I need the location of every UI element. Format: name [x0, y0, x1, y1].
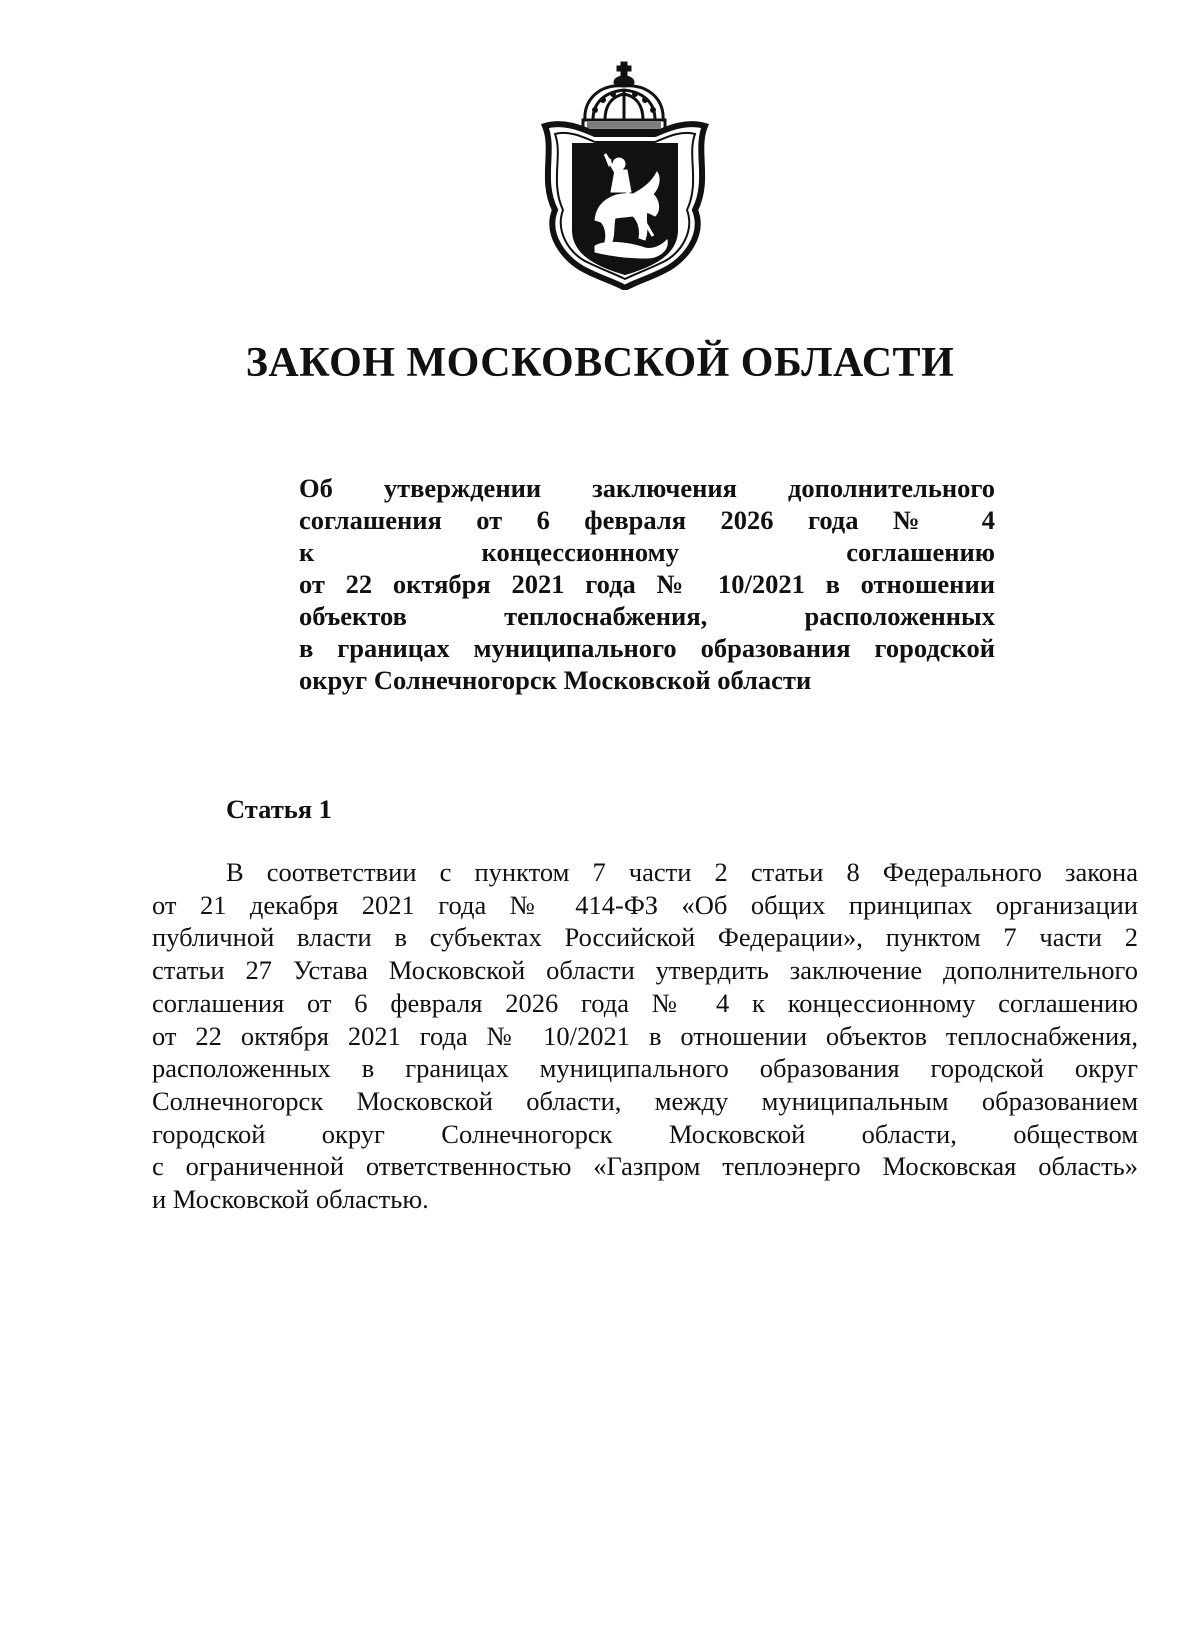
article-line: статьи 27 Устава Московской области утвердить заключение дополнительного [152, 955, 1138, 986]
coat-of-arms-icon [535, 60, 715, 290]
subject-line: округ Солнечногорск Московской области [299, 665, 812, 695]
article-line: В соответствии с пунктом 7 части 2 статьи 8 Федерального закона [226, 857, 1138, 887]
article-line: от 21 декабря 2021 года № 414-ФЗ «Об общих принципах организации [152, 889, 1138, 920]
subject-line: в границах муниципального образования городской [299, 633, 995, 663]
article-line: с ограниченной ответственностью «Газпром теплоэнерго Московская область» [152, 1151, 1138, 1182]
article-line: публичной власти в субъектах Российской Федерации», пунктом 7 части 2 [152, 922, 1138, 953]
article-line: соглашения от 6 февраля 2026 года № 4 к концессионному соглашению [152, 987, 1138, 1018]
subject-line: к концессионному соглашению [299, 537, 995, 567]
subject-line: Об утверждении заключения дополнительного [299, 473, 995, 503]
article-line: городской округ Солнечногорск Московской области, обществом [152, 1118, 1138, 1149]
article-line: расположенных в границах муниципального образования городской округ [152, 1053, 1138, 1084]
article-line: и Московской областью. [152, 1184, 429, 1215]
article-line: Солнечногорск Московской области, между муниципальным образованием [152, 1085, 1138, 1116]
article-heading: Статья 1 [226, 794, 332, 824]
article-line: от 22 октября 2021 года № 10/2021 в отношении объектов теплоснабжения, [152, 1020, 1138, 1051]
subject-line: объектов теплоснабжения, расположенных [299, 601, 995, 631]
subject-line: от 22 октября 2021 года № 10/2021 в отношении [299, 569, 995, 599]
subject-line: соглашения от 6 февраля 2026 года № 4 [299, 505, 995, 535]
crown-icon [583, 62, 665, 130]
article-body [152, 856, 1138, 1216]
law-subject [299, 472, 995, 696]
document-title: ЗАКОН МОСКОВСКОЙ ОБЛАСТИ [245, 340, 955, 386]
